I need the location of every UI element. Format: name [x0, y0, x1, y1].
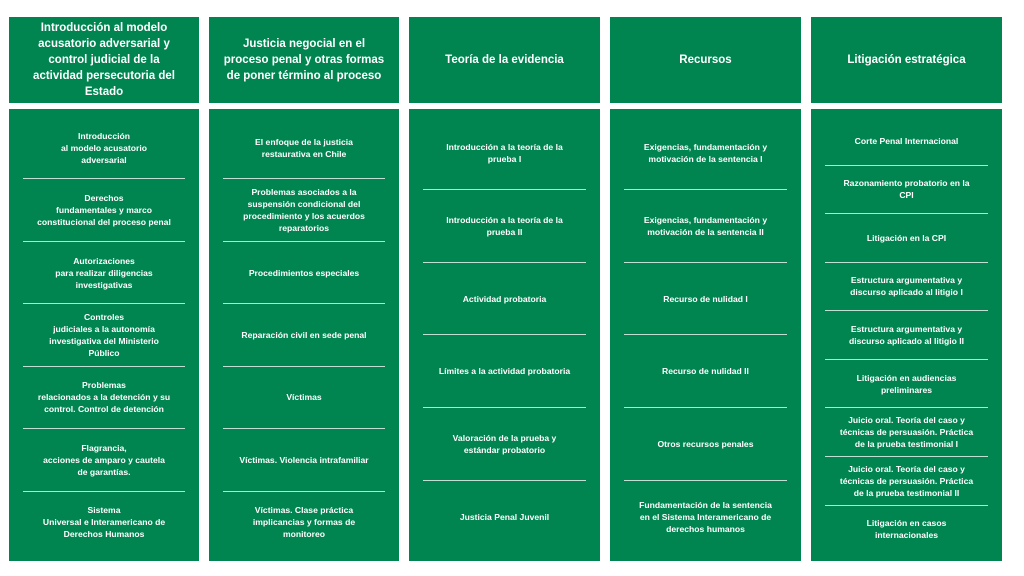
topic-item: Valoración de la prueba y estándar probatorio — [423, 408, 586, 481]
topic-item: Reparación civil en sede penal — [223, 304, 385, 366]
topic-item: Litigación en la CPI — [825, 214, 988, 263]
module-title-3: Teoría de la evidencia — [409, 17, 600, 103]
topic-item: Controles judiciales a la autonomía investigativa del Ministerio Público — [23, 304, 185, 366]
module-title-4: Recursos — [610, 17, 801, 103]
topic-item: Juicio oral. Teoría del caso y técnicas de persuasión. Práctica de la prueba testimonial I — [825, 408, 988, 457]
module-column-1 — [9, 17, 199, 561]
topic-item: Víctimas — [223, 367, 385, 429]
topic-item: Problemas relacionados a la detención y su control. Control de detención — [23, 367, 185, 429]
module-column-4 — [610, 17, 801, 561]
module-topics-3 — [409, 109, 600, 561]
module-topics-1 — [9, 109, 199, 561]
topic-item: Introducción a la teoría de la prueba II — [423, 190, 586, 263]
topic-item: Autorizaciones para realizar diligencias investigativas — [23, 242, 185, 304]
topic-item: Introducción al modelo acusatorio adversarial — [23, 117, 185, 179]
topic-item: Límites a la actividad probatoria — [423, 335, 586, 408]
module-column-5 — [811, 17, 1002, 561]
topic-item: Estructura argumentativa y discurso aplicado al litigio I — [825, 263, 988, 312]
topic-item: El enfoque de la justicia restaurativa en Chile — [223, 117, 385, 179]
topic-item: Recurso de nulidad I — [624, 263, 787, 336]
topic-item: Víctimas. Violencia intrafamiliar — [223, 429, 385, 491]
module-column-2 — [209, 17, 399, 561]
topic-item: Razonamiento probatorio en la CPI — [825, 166, 988, 215]
topic-item: Corte Penal Internacional — [825, 117, 988, 166]
topic-item: Derechos fundamentales y marco constitucional del proceso penal — [23, 179, 185, 241]
topic-item: Litigación en casos internacionales — [866, 518, 947, 541]
topic-item: Litigación en audiencias preliminares — [825, 360, 988, 409]
topic-item: Problemas asociados a la suspensión condicional del procedimiento y los acuerdos reparatorios — [223, 179, 385, 241]
module-title-2: Justicia negocial en el proceso penal y otras formas de poner término al proceso — [209, 17, 399, 103]
topic-item: Sistema Universal e Interamericano de Derechos Humanos — [42, 505, 166, 540]
topic-item: Introducción a la teoría de la prueba I — [423, 117, 586, 190]
topic-item: Flagrancia, acciones de amparo y cautela de garantías. — [23, 429, 185, 491]
module-column-3 — [409, 17, 600, 561]
topic-item: Recurso de nulidad II — [624, 335, 787, 408]
module-title-1: Introducción al modelo acusatorio adversarial y control judicial de la actividad persecutoria del Estado — [9, 17, 199, 103]
topic-item: Otros recursos penales — [624, 408, 787, 481]
module-topics-2 — [209, 109, 399, 561]
topic-item: Estructura argumentativa y discurso aplicado al litigio II — [825, 311, 988, 360]
topic-item: Justicia Penal Juvenil — [459, 512, 550, 523]
module-title-5: Litigación estratégica — [811, 17, 1002, 103]
topic-item: Exigencias, fundamentación y motivación de la sentencia II — [624, 190, 787, 263]
module-topics-5 — [811, 109, 1002, 561]
topic-item: Exigencias, fundamentación y motivación de la sentencia I — [624, 117, 787, 190]
topic-item: Procedimientos especiales — [223, 242, 385, 304]
topic-item: Víctimas. Clase práctica implicancias y formas de monitoreo — [252, 505, 356, 540]
module-topics-4 — [610, 109, 801, 561]
topic-item: Juicio oral. Teoría del caso y técnicas de persuasión. Práctica de la prueba testimonial II — [825, 457, 988, 506]
topic-item: Actividad probatoria — [423, 263, 586, 336]
topic-item: Fundamentación de la sentencia en el Sistema Interamericano de derechos humanos — [639, 500, 772, 535]
